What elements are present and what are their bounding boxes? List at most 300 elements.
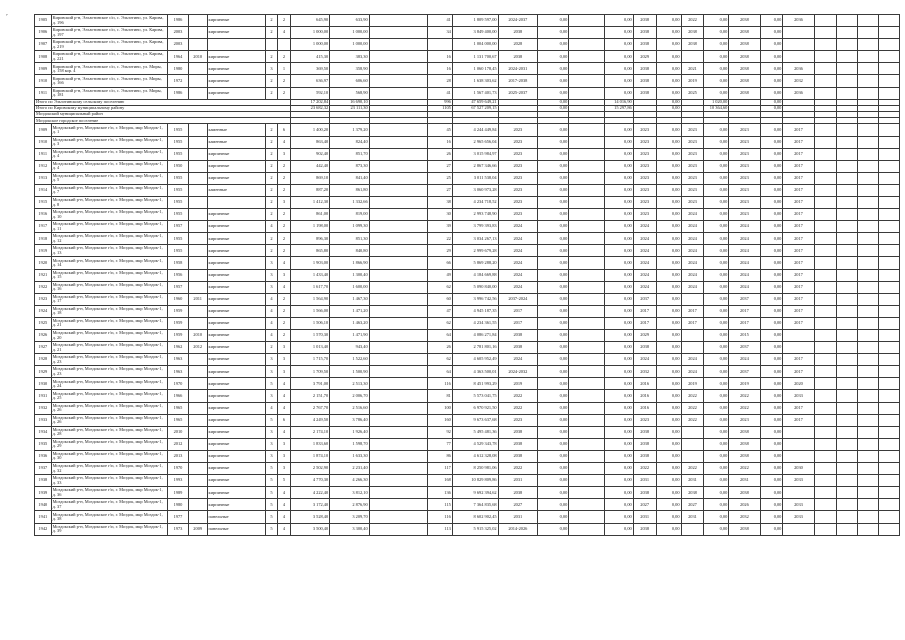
cell-v4: 0,00 (656, 414, 681, 426)
cell-v3: 0,00 (604, 245, 633, 257)
cell-v4: 0,00 (656, 15, 681, 27)
cell-y6 (783, 450, 814, 462)
cell-sum: 10 829 809,86 (452, 475, 498, 487)
cell-empty (814, 87, 837, 99)
cell-a1: 1 400,20 (290, 124, 330, 136)
cell-f: 2 (265, 27, 277, 39)
cell-addr: Кировский р-н, Эльзотинское с/п, с. Эльзотино, ул. Миры, д. 166 (51, 75, 167, 87)
cell-y4 (681, 523, 704, 535)
cell-p: 3 (278, 366, 290, 378)
cell-empty (878, 209, 899, 221)
cell-v6: 0,00 (760, 148, 783, 160)
cell-v6: 0,00 (760, 136, 783, 148)
cell-empty (878, 438, 899, 450)
cell-v2 (569, 475, 604, 487)
cell-empty (858, 245, 879, 257)
cell-mat: кирпичные (207, 330, 265, 342)
cell-a1: 1 000,00 (290, 39, 330, 51)
cell-n: 1913 (35, 172, 52, 184)
cell-p: 2 (278, 87, 290, 99)
cell-addr: Моздокский р-н, Моздокское г/п, г. Моздок, мкр Моздок-1, д. 13 (51, 245, 167, 257)
cell-y4: 2038 (681, 487, 704, 499)
cell-y3: 2027 (633, 499, 656, 511)
cell-empty (858, 148, 879, 160)
cell-y3: 2023 (633, 414, 656, 426)
cell-per: 2038 (498, 450, 538, 462)
cell-n: 1907 (35, 39, 52, 51)
cell-q: 116 (427, 511, 452, 523)
cell-q: 160 (427, 414, 452, 426)
cell-empty (814, 354, 837, 366)
cell-n: 1909 (35, 124, 52, 136)
cell-per: 2038 (498, 487, 538, 499)
cell-empty (814, 196, 837, 208)
cell-per: 2027 (498, 499, 538, 511)
cell-sum: 1 060 178,45 (452, 63, 498, 75)
cell-v2 (569, 245, 604, 257)
cell-empty (837, 51, 858, 63)
cell-z (369, 196, 427, 208)
cell-y3: 2029 (633, 51, 656, 63)
cell-v5: 0,00 (704, 75, 729, 87)
cell-per: 2024-2037 (498, 15, 538, 27)
cell-empty (814, 209, 837, 221)
cell-sum: 7 364 835,68 (452, 499, 498, 511)
table-body (35, 15, 900, 536)
cell-empty (837, 269, 858, 281)
cell-v6: 0,00 (760, 196, 783, 208)
cell-v2 (569, 148, 604, 160)
cell-y1: 1955 (168, 136, 189, 148)
cell-z (369, 269, 427, 281)
cell-y5: 2015 (729, 330, 760, 342)
table-row (35, 305, 900, 317)
cell-addr: Моздокский р-н, Моздокское г/п, г. Моздок, мкр Моздок-1, д. 23 (51, 366, 167, 378)
cell-z (369, 124, 427, 136)
cell-a2: 1 926,40 (330, 426, 370, 438)
cell-v1: 0,00 (538, 269, 569, 281)
cell-v5: 0,00 (704, 209, 729, 221)
cell-empty (814, 184, 837, 196)
cell-empty (858, 438, 879, 450)
table-row (35, 438, 900, 450)
cell-y5: 2022 (729, 463, 760, 475)
cell-y5: 2023 (729, 184, 760, 196)
cell-v3: 0,00 (604, 499, 633, 511)
cell-mat: панельные (207, 523, 265, 535)
cell-a2: 840,80 (330, 245, 370, 257)
cell-y2 (188, 475, 207, 487)
cell-f: 5 (265, 463, 277, 475)
cell-v2 (569, 233, 604, 245)
cell-a1: 902,40 (290, 148, 330, 160)
cell-p: 3 (278, 438, 290, 450)
cell-v2 (569, 124, 604, 136)
cell-per: 2017-2038 (498, 75, 538, 87)
cell-y6: 2017 (783, 209, 814, 221)
cell-a1: 415,30 (290, 51, 330, 63)
cell-v2 (569, 402, 604, 414)
cell-y1: 1957 (168, 221, 189, 233)
cell-y4: 2019 (681, 75, 704, 87)
cell-a2: 2 516,60 (330, 402, 370, 414)
table-row (35, 354, 900, 366)
cell-z (369, 463, 427, 475)
cell-empty (858, 426, 879, 438)
housing-register-table (34, 14, 900, 536)
cell-y4 (681, 342, 704, 354)
cell-addr: Моздокский р-н, Моздокское г/п, г. Моздок, мкр Моздок-1, д. 23 (51, 354, 167, 366)
cell-v2 (569, 281, 604, 293)
cell-q: 47 (427, 305, 452, 317)
cell-v6: 0,00 (760, 438, 783, 450)
cell-empty (878, 354, 899, 366)
cell-v3: 0,00 (604, 196, 633, 208)
cell-y4 (681, 293, 704, 305)
cell-n: 1917 (35, 221, 52, 233)
cell-v3: 0,00 (604, 172, 633, 184)
cell-y4: 2022 (681, 15, 704, 27)
cell-z (369, 317, 427, 329)
cell-v6: 0,00 (760, 87, 783, 99)
cell-empty (858, 366, 879, 378)
cell-y3: 2024 (633, 281, 656, 293)
cell-empty (814, 317, 837, 329)
cell-q: 115 (427, 499, 452, 511)
cell-a1: 863,40 (290, 136, 330, 148)
table-row (35, 475, 900, 487)
cell-a2: 1 300,40 (330, 269, 370, 281)
cell-y3: 2023 (633, 148, 656, 160)
cell-a2: 1 522,60 (330, 354, 370, 366)
cell-a1: 1 198,00 (290, 221, 330, 233)
cell-y2 (188, 160, 207, 172)
cell-p: 2 (278, 221, 290, 233)
cell-z (369, 426, 427, 438)
cell-y5: 2038 (729, 51, 760, 63)
cell-empty (814, 15, 837, 27)
cell-empty (814, 487, 837, 499)
cell-v5: 0,00 (704, 390, 729, 402)
cell-y3: 2023 (633, 172, 656, 184)
cell-v3: 0,00 (604, 15, 633, 27)
cell-mat: кирпичные (207, 233, 265, 245)
cell-y2 (188, 366, 207, 378)
cell-empty (878, 499, 899, 511)
cell-n: 1912 (35, 160, 52, 172)
cell-y4: 2031 (681, 475, 704, 487)
cell-v3: 0,00 (604, 39, 633, 51)
cell-y6 (783, 27, 814, 39)
cell-y1: 1965 (168, 402, 189, 414)
cell-text: Моздокское городское поселение (35, 118, 291, 124)
cell-v1: 0,00 (538, 245, 569, 257)
cell-v2 (569, 305, 604, 317)
cell-empty (858, 463, 879, 475)
cell-sum: 4 244 449,84 (452, 124, 498, 136)
cell-sum: 6 970 921,50 (452, 402, 498, 414)
table-row (35, 293, 900, 305)
cell-n: 1916 (35, 209, 52, 221)
cell-empty (858, 257, 879, 269)
cell-y4: 2024 (681, 354, 704, 366)
cell-q (427, 39, 452, 51)
cell-empty (837, 15, 858, 27)
cell-empty (837, 75, 858, 87)
cell-p: 3 (278, 196, 290, 208)
cell-f: 4 (265, 305, 277, 317)
cell-sum: 2 999 679,28 (452, 245, 498, 257)
table-row (35, 184, 900, 196)
cell-per: 2038 (498, 27, 538, 39)
cell-a2: 2 513,30 (330, 378, 370, 390)
cell-y3: 2024 (633, 245, 656, 257)
cell-v2 (569, 39, 604, 51)
cell-empty (837, 233, 858, 245)
cell-y1: 1989 (168, 487, 189, 499)
cell-y2: 2009 (188, 523, 207, 535)
cell-y1: 2010 (168, 426, 189, 438)
cell-a2: 1 463,20 (330, 317, 370, 329)
cell-n: 1905 (35, 15, 52, 27)
table-row (35, 221, 900, 233)
cell-y3: 2024 (633, 233, 656, 245)
cell-sum: 8 602 902,45 (452, 511, 498, 523)
cell-empty (837, 293, 858, 305)
cell-empty (814, 172, 837, 184)
cell-y4: 2017 (681, 305, 704, 317)
cell-y5: 2038 (729, 438, 760, 450)
cell-v2 (569, 378, 604, 390)
cell-v5: 0,00 (704, 148, 729, 160)
cell-a2: 873,30 (330, 160, 370, 172)
cell-y2: 2010 (188, 51, 207, 63)
cell-empty (837, 511, 858, 523)
cell-empty (878, 184, 899, 196)
cell-y4: 2022 (681, 390, 704, 402)
cell-y3: 2016 (633, 402, 656, 414)
cell-a1: 4 249,50 (290, 414, 330, 426)
cell-empty (878, 523, 899, 535)
cell-f: 3 (265, 438, 277, 450)
cell-y5: 2023 (729, 196, 760, 208)
cell-v2 (569, 293, 604, 305)
cell-z (369, 87, 427, 99)
cell-empty (837, 366, 858, 378)
cell-f: 4 (265, 330, 277, 342)
cell-n: 1937 (35, 463, 52, 475)
cell-a2: 943,40 (330, 342, 370, 354)
cell-v2 (569, 330, 604, 342)
cell-z (369, 511, 427, 523)
cell-n: 1915 (35, 196, 52, 208)
cell-f: 5 (265, 378, 277, 390)
cell-v6: 0,00 (760, 414, 783, 426)
cell-empty (878, 124, 899, 136)
cell-p: 1 (278, 63, 290, 75)
cell-z (369, 257, 427, 269)
cell-per: 2024 (498, 257, 538, 269)
cell-per: 2028 (498, 39, 538, 51)
cell-q: 116 (427, 378, 452, 390)
cell-y2: 2012 (188, 342, 207, 354)
cell-q: 60 (427, 293, 452, 305)
cell-v2 (569, 487, 604, 499)
cell-sum: 5 869 288,20 (452, 257, 498, 269)
cell-y4: 2024 (681, 233, 704, 245)
cell-f: 3 (265, 390, 277, 402)
cell-y6: 2017 (783, 366, 814, 378)
cell-v1: 0,00 (538, 160, 569, 172)
cell-empty (878, 221, 899, 233)
cell-empty (837, 27, 858, 39)
cell-y2 (188, 414, 207, 426)
cell-y4: 2031 (681, 511, 704, 523)
table-row (35, 51, 900, 63)
cell-empty (858, 487, 879, 499)
cell-a2: 3 209,70 (330, 511, 370, 523)
cell-empty (878, 27, 899, 39)
cell-v3: 0,00 (604, 269, 633, 281)
cell-addr: Моздокский р-н, Моздокское г/п, г. Моздок, мкр Моздок-1, д. 4 (51, 160, 167, 172)
cell-empty (858, 378, 879, 390)
cell-v6: 0,00 (760, 366, 783, 378)
cell-v5: 0,00 (704, 342, 729, 354)
cell-empty (878, 402, 899, 414)
cell-y3: 2029 (633, 330, 656, 342)
cell-v6: 0,00 (760, 51, 783, 63)
cell-y6: 2036 (783, 63, 814, 75)
cell-a1: 3 528,40 (290, 511, 330, 523)
cell-empty (878, 245, 899, 257)
cell-y4: 2023 (681, 172, 704, 184)
cell-f: 5 (265, 487, 277, 499)
cell-per: 2023 (498, 172, 538, 184)
cell-y1: 1962 (168, 342, 189, 354)
cell-y5: 2024 (729, 257, 760, 269)
cell-v1: 0,00 (538, 499, 569, 511)
cell-v3: 0,00 (604, 87, 633, 99)
cell-v1: 0,00 (538, 136, 569, 148)
cell-y4: 2017 (681, 317, 704, 329)
cell-v3: 0,00 (604, 463, 633, 475)
cell-addr: Моздокский р-н, Моздокское г/п, г. Моздок, мкр Моздок-1, д. 8 (51, 196, 167, 208)
cell-empty (837, 414, 858, 426)
cell-v4: 0,00 (656, 51, 681, 63)
cell-a1: 865,80 (290, 245, 330, 257)
cell-n: 1925 (35, 317, 52, 329)
cell-empty (858, 390, 879, 402)
cell-mat: каменные (207, 184, 265, 196)
cell-mat: кирпичные (207, 487, 265, 499)
cell-v6: 0,00 (760, 172, 783, 184)
cell-empty (814, 124, 837, 136)
cell-y4: 2022 (681, 414, 704, 426)
cell-v4: 0,00 (656, 450, 681, 462)
cell-q: 27 (427, 160, 452, 172)
cell-p: 2 (278, 245, 290, 257)
cell-v3: 0,00 (604, 184, 633, 196)
cell-z (369, 523, 427, 535)
cell-sum: 47 659 649,21 (452, 99, 498, 105)
cell-v2 (569, 450, 604, 462)
cell-sum: 4 529 343,78 (452, 438, 498, 450)
table-row (35, 487, 900, 499)
cell-y6: 2017 (783, 402, 814, 414)
cell-v5: 1 020,00 (704, 99, 729, 105)
cell-empty (858, 342, 879, 354)
cell-p: 3 (278, 342, 290, 354)
cell-addr: Кировский р-н, Эльзотинское с/п, с. Эльзотино, ул. Миры, д. 181 (51, 87, 167, 99)
cell-y4: 2019 (681, 378, 704, 390)
table-row (35, 463, 900, 475)
cell-v1: 0,00 (538, 354, 569, 366)
cell-addr: Моздокский р-н, Моздокское г/п, г. Моздок, мкр Моздок-1, д. 21 (51, 342, 167, 354)
cell-y1: 1963 (168, 366, 189, 378)
table-row (35, 366, 900, 378)
cell-a1: 1 903,00 (290, 257, 330, 269)
cell-empty (814, 51, 837, 63)
cell-z (369, 366, 427, 378)
cell-empty (814, 499, 837, 511)
cell-y6: 2017 (783, 293, 814, 305)
cell-v2 (569, 27, 604, 39)
cell-v2 (569, 499, 604, 511)
cell-v1: 0,00 (538, 172, 569, 184)
cell-a1: 2 767,70 (290, 402, 330, 414)
cell-empty (837, 172, 858, 184)
cell-p: 5 (278, 475, 290, 487)
cell-q: 16 (427, 51, 452, 63)
cell-y3: 2023 (633, 196, 656, 208)
cell-empty (814, 281, 837, 293)
cell-empty (878, 330, 899, 342)
cell-y6 (783, 523, 814, 535)
cell-y4: 2024 (681, 221, 704, 233)
cell-v1: 0,00 (538, 450, 569, 462)
cell-empty (878, 148, 899, 160)
cell-y2 (188, 463, 207, 475)
cell-v3: 0,00 (604, 148, 633, 160)
cell-q: 26 (427, 148, 452, 160)
cell-v5: 0,00 (704, 511, 729, 523)
cell-v2 (569, 87, 604, 99)
cell-y5: 2038 (729, 487, 760, 499)
cell-empty (837, 317, 858, 329)
cell-v3: 0,00 (604, 330, 633, 342)
cell-y3: 2037 (633, 293, 656, 305)
cell-empty (814, 136, 837, 148)
cell-q: 45 (427, 124, 452, 136)
cell-v4: 0,00 (656, 136, 681, 148)
cell-empty (837, 148, 858, 160)
cell-v4: 0,00 (656, 257, 681, 269)
cell-y6: 2017 (783, 257, 814, 269)
cell-v3: 0,00 (604, 366, 633, 378)
cell-per: 2023 (498, 209, 538, 221)
cell-y2 (188, 378, 207, 390)
cell-v2 (569, 342, 604, 354)
cell-v2 (569, 523, 604, 535)
cell-f: 5 (265, 499, 277, 511)
cell-sum: 3 799 393,83 (452, 221, 498, 233)
cell-v1: 0,00 (538, 105, 569, 111)
cell-y5: 2038 (729, 15, 760, 27)
cell-empty (837, 354, 858, 366)
cell-v5: 0,00 (704, 87, 729, 99)
cell-y3: 2032 (633, 366, 656, 378)
cell-addr: Моздокский р-н, Моздокское г/п, г. Моздок, мкр Моздок-1, д. 3 (51, 136, 167, 148)
